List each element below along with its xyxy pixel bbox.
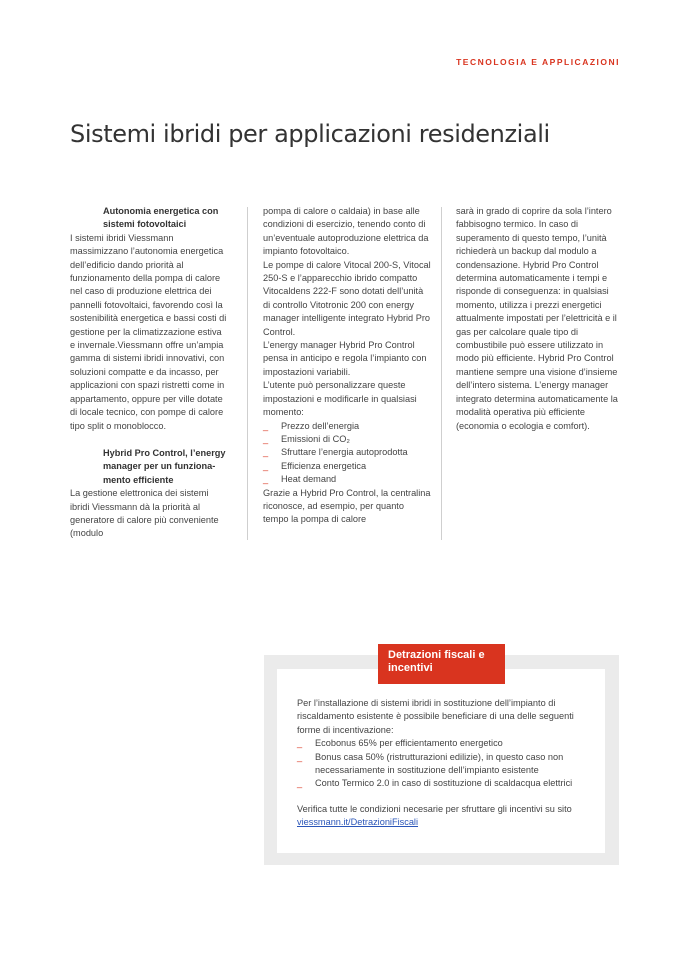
dash-bullet-icon: _ [297, 751, 303, 762]
list-item: _ Conto Termico 2.0 in caso di sostituzione di scaldacqua elettrici [297, 777, 597, 790]
column-2 [263, 205, 431, 527]
dash-bullet-icon: _ [263, 474, 269, 485]
column-3 [456, 205, 624, 433]
heading-autonomia: Autonomia energetica con sistemi fotovoltaici [103, 206, 219, 230]
list-item: _ Sfruttare l’energia autoprodotta [263, 446, 431, 459]
incentives-box-title: Detrazioni fiscali e incentivi [378, 644, 505, 684]
dash-bullet-icon: _ [263, 447, 269, 458]
paragraph: La gestione elettronica dei sistemi ibridi Viessmann dà la priorità al generatore di calore più conveniente (modulo [70, 488, 219, 539]
paragraph: Grazie a Hybrid Pro Control, la centralina riconosce, ad esempio, per quanto tempo la pompa di calore [263, 487, 431, 525]
paragraph: sarà in grado di coprire da sola l’intero fabbisogno termico. In caso di superamento di questo tempo, l’unità richiederà un backup dal modulo a condensazione. Hybrid Pro Control determina automaticamente i tempi e risponde di conseguenza: in qualsiasi momento, utilizza i prezzi energetici attualmente impostati per l’elettricità e il gas per calcolare quale tipo di combustibile può essere utilizzato in modo più efficiente. Hybrid Pro Control mantiene sempre una visione d’insieme dell’intero sistema. L’energy manager integrato determina automaticamente la modalità operativa più efficiente (economia o ecologia e comfort). [456, 206, 618, 431]
list-item: _ Prezzo dell’energia [263, 420, 431, 433]
detrazioni-link[interactable]: viessmann.it/DetrazioniFiscali [297, 817, 419, 828]
section-label: TECNOLOGIA E APPLICAZIONI [456, 57, 620, 67]
paragraph: L’energy manager Hybrid Pro Control pensa in anticipo e regola l’impianto con impostazioni variabili. [263, 340, 427, 377]
dash-bullet-icon: _ [297, 778, 303, 789]
dash-bullet-icon: _ [297, 738, 303, 749]
column-1 [70, 205, 228, 541]
settings-list [263, 420, 431, 487]
incentives-list [297, 737, 597, 791]
dash-bullet-icon: _ [263, 460, 269, 471]
column-divider [441, 207, 442, 540]
list-item: _ Bonus casa 50% (ristrutturazioni edilizie), in questo caso non necessariamente in sostituzione dell’impianto esistente [297, 751, 564, 776]
paragraph: pompa di calore o caldaia) in base alle condizioni di esercizio, tenendo conto di un’eventuale autoproduzione elettrica da impianto fotovoltaico. [263, 206, 429, 257]
dash-bullet-icon: _ [263, 433, 269, 444]
list-item: _ Heat demand [263, 473, 431, 486]
verify-text: Verifica tutte le condizioni necesarie per sfruttare gli incentivi su sito viessmann.it/DetrazioniFiscali [297, 803, 572, 828]
paragraph: I sistemi ibridi Viessmann massimizzano l’autonomia energetica dell’edificio dando priorità al funzionamento della pompa di calore nel caso di produzione elettrica dei pannelli fotovoltaici, favorendo così la sostenibilità energetica e bassi costi di gestione per la climatizzazione estiva e invernale.Viessmann offre un’ampia gamma di sistemi ibridi innovativi, con soluzioni compatte e da incasso, per applicazioni con spazi ristretti come in appartamento, oppure per ville dotate di locale tecnico, con pompe di calore tipo split o monoblocco. [70, 232, 227, 431]
incentives-box-text [297, 697, 597, 830]
list-item: _ Emissioni di CO₂ [263, 433, 431, 446]
dash-bullet-icon: _ [263, 420, 269, 431]
list-item: _ Efficienza energetica [263, 460, 431, 473]
column-divider [247, 207, 248, 540]
page-title: Sistemi ibridi per applicazioni residenziali [70, 120, 550, 148]
paragraph: Per l’installazione di sistemi ibridi in sostituzione dell’impianto di riscaldamento esistente è possibile beneficiare di una delle seguenti forme di incentivazione: [297, 698, 574, 735]
heading-hybrid-pro-control: Hybrid Pro Control, l’energy manager per un funziona-mento efficiente [103, 447, 226, 485]
paragraph: Le pompe di calore Vitocal 200-S, Vitocal 250-S e l’apparecchio ibrido compatto Vitocaldens 222-F sono dotati dell’unità di controllo Vitotronic 200 con energy manager intelligente integrato Hybrid Pro Control. [263, 259, 431, 337]
list-item: _ Ecobonus 65% per efficientamento energetico [297, 737, 597, 750]
paragraph: L’utente può personalizzare queste impostazioni e modificarle in qualsiasi momento: [263, 380, 417, 418]
